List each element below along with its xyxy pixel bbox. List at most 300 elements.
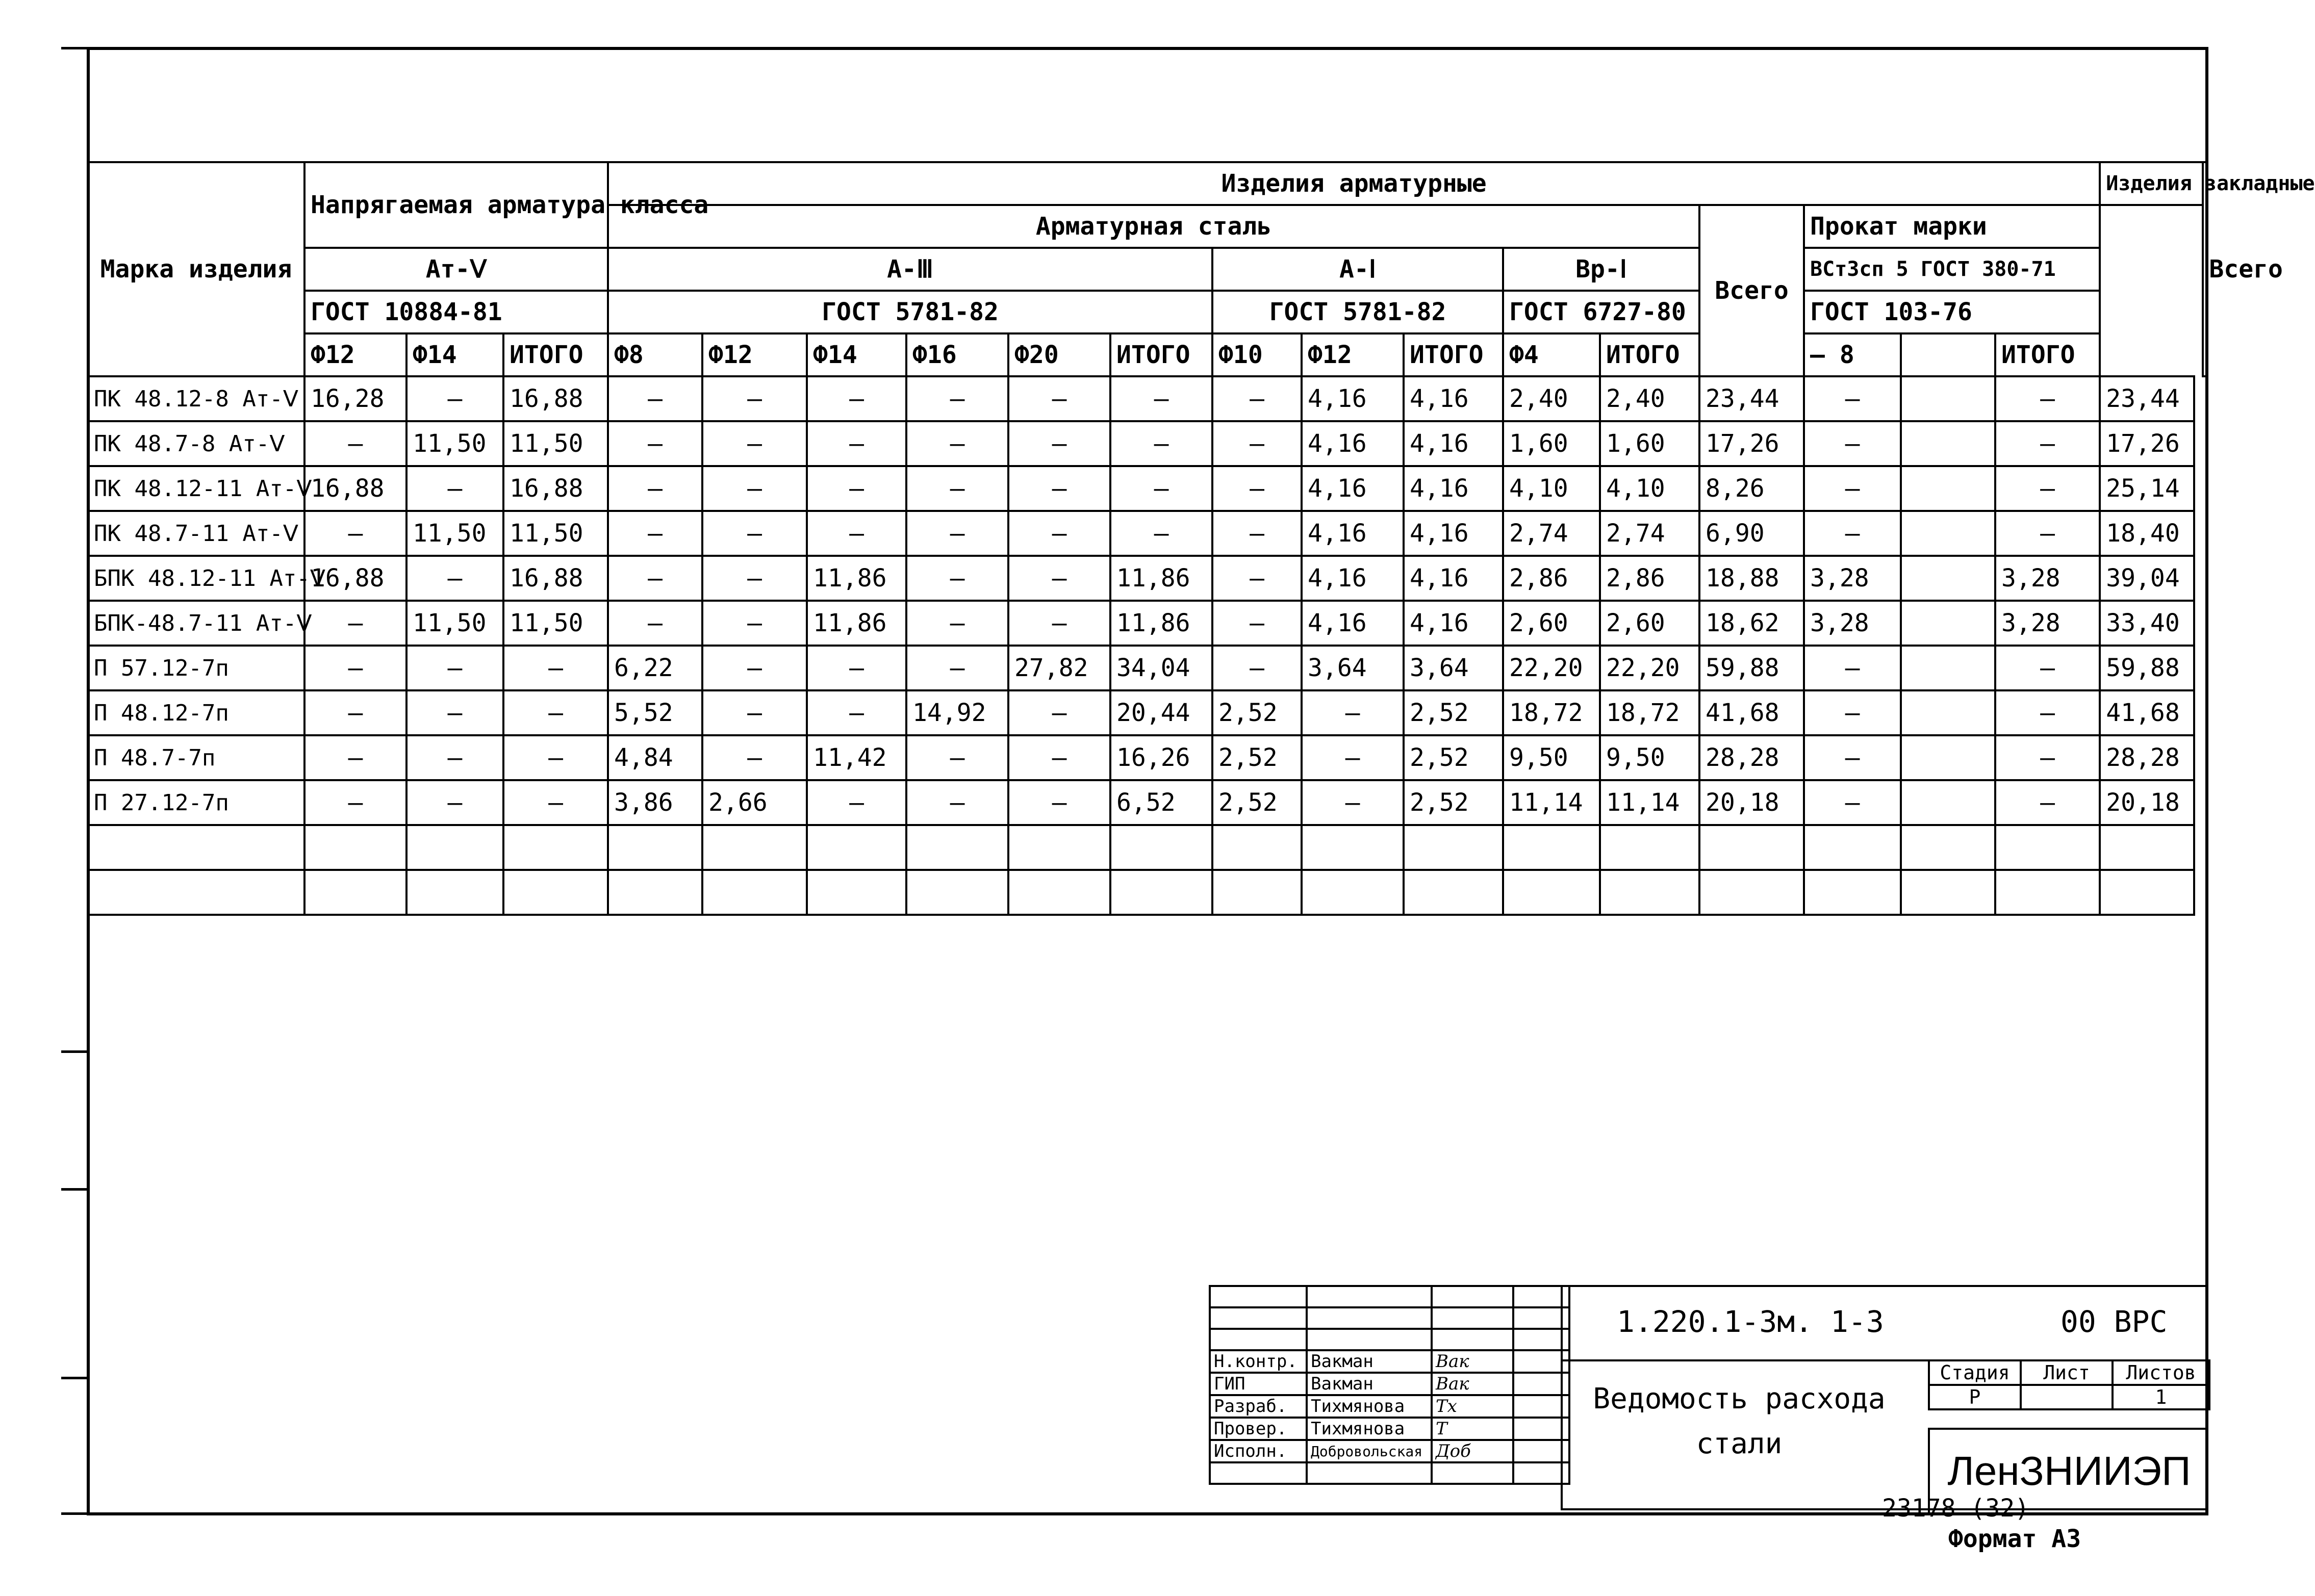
- value-cell: 2,74: [1600, 511, 1699, 556]
- value-cell: —: [304, 601, 406, 646]
- value-cell: [1901, 735, 1995, 780]
- table-cell: [1901, 870, 1995, 915]
- value-cell: —: [807, 421, 906, 466]
- column-subheader: Ф8: [608, 333, 702, 376]
- table-cell: [608, 825, 702, 870]
- value-cell: —: [1110, 376, 1212, 421]
- stamp-signature: Вак: [1432, 1373, 1513, 1395]
- value-cell: —: [807, 511, 906, 556]
- value-cell: 4,16: [1302, 556, 1404, 601]
- value-cell: 18,88: [1699, 556, 1804, 601]
- value-cell: 2,86: [1503, 556, 1600, 601]
- table-cell: [1302, 870, 1404, 915]
- frame-edge-top: [61, 47, 87, 49]
- value-cell: 6,90: [1699, 511, 1804, 556]
- value-cell: 9,50: [1503, 735, 1600, 780]
- table-cell: [503, 870, 608, 915]
- binding-tick: [61, 1188, 87, 1191]
- value-cell: 11,86: [807, 601, 906, 646]
- value-cell: 22,20: [1600, 646, 1699, 690]
- value-cell: —: [608, 466, 702, 511]
- value-cell: 18,72: [1600, 690, 1699, 735]
- value-cell: —: [1804, 780, 1901, 825]
- value-cell: —: [608, 601, 702, 646]
- table-cell: [1901, 825, 1995, 870]
- value-cell: —: [807, 780, 906, 825]
- table-row-empty: [88, 870, 2207, 915]
- value-cell: —: [1212, 511, 1302, 556]
- stamp-signature: Вак: [1432, 1350, 1513, 1373]
- prestressed-header: Напрягаемая арматура класса: [304, 162, 608, 248]
- rolled-header: Прокат марки: [1804, 205, 2100, 248]
- value-cell: 18,40: [2100, 511, 2194, 556]
- value-cell: 4,16: [1302, 466, 1404, 511]
- table-row-empty: [88, 825, 2207, 870]
- organization-name: ЛенЗНИИЭП: [1928, 1428, 2208, 1512]
- value-cell: 1,60: [1600, 421, 1699, 466]
- value-cell: 23,44: [1699, 376, 1804, 421]
- value-cell: [1901, 421, 1995, 466]
- value-cell: 34,04: [1110, 646, 1212, 690]
- value-cell: 11,86: [1110, 556, 1212, 601]
- document-cipher: 00 ВРС: [2060, 1304, 2168, 1339]
- document-title: Ведомость расхода стали: [1593, 1382, 1886, 1460]
- value-cell: 16,26: [1110, 735, 1212, 780]
- value-cell: 18,62: [1699, 601, 1804, 646]
- table-cell: [88, 870, 304, 915]
- value-cell: —: [702, 511, 807, 556]
- gost-a3-header: ГОСТ 5781-82: [608, 291, 1212, 333]
- value-cell: —: [503, 780, 608, 825]
- value-cell: —: [1804, 376, 1901, 421]
- value-cell: —: [1008, 780, 1110, 825]
- value-cell: 4,16: [1302, 511, 1404, 556]
- column-subheader: Ф4: [1503, 333, 1600, 376]
- sheets-label: Листов: [2113, 1360, 2209, 1385]
- value-cell: —: [406, 466, 503, 511]
- bp1-header: Вр-Ⅰ: [1503, 248, 1699, 291]
- value-cell: —: [1212, 601, 1302, 646]
- value-cell: 3,28: [1804, 601, 1901, 646]
- value-cell: —: [702, 421, 807, 466]
- table-cell: [1008, 870, 1110, 915]
- value-cell: —: [906, 421, 1008, 466]
- value-cell: 28,28: [1699, 735, 1804, 780]
- value-cell: —: [906, 466, 1008, 511]
- table-cell: [1699, 870, 1804, 915]
- value-cell: 2,52: [1212, 780, 1302, 825]
- value-cell: 16,88: [304, 556, 406, 601]
- value-cell: —: [807, 690, 906, 735]
- value-cell: 17,26: [1699, 421, 1804, 466]
- product-mark-cell: П 48.7-7п: [88, 735, 304, 780]
- value-cell: 2,86: [1600, 556, 1699, 601]
- stamp-role: Исполн.: [1210, 1440, 1307, 1462]
- value-cell: 2,52: [1212, 690, 1302, 735]
- value-cell: 39,04: [2100, 556, 2194, 601]
- a3-header: А-Ⅲ: [608, 248, 1212, 291]
- value-cell: —: [304, 511, 406, 556]
- value-cell: 4,16: [1404, 466, 1503, 511]
- value-cell: —: [1995, 735, 2100, 780]
- stamp-personnel: [1209, 1285, 1570, 1485]
- table-cell: [1212, 825, 1302, 870]
- value-cell: 2,66: [702, 780, 807, 825]
- value-cell: 3,64: [1404, 646, 1503, 690]
- value-cell: [1901, 690, 1995, 735]
- value-cell: —: [1995, 511, 2100, 556]
- table-cell: [1600, 825, 1699, 870]
- value-cell: 2,40: [1503, 376, 1600, 421]
- value-cell: —: [1212, 646, 1302, 690]
- value-cell: —: [702, 646, 807, 690]
- value-cell: 2,74: [1503, 511, 1600, 556]
- stamp-name: Вакман: [1307, 1350, 1432, 1373]
- value-cell: 33,40: [2100, 601, 2194, 646]
- value-cell: 59,88: [1699, 646, 1804, 690]
- stamp-cell: [1210, 1462, 1307, 1484]
- stamp-role: Провер.: [1210, 1418, 1307, 1440]
- value-cell: —: [1302, 780, 1404, 825]
- table-cell: [1212, 870, 1302, 915]
- product-mark-cell: БПК-48.7-11 Ат-Ⅴ: [88, 601, 304, 646]
- value-cell: —: [1008, 690, 1110, 735]
- table-cell: [906, 870, 1008, 915]
- column-subheader: Ф12: [304, 333, 406, 376]
- stamp-name: Добровольская: [1307, 1440, 1432, 1462]
- value-cell: —: [1995, 646, 2100, 690]
- value-cell: 11,14: [1503, 780, 1600, 825]
- product-mark-cell: ПК 48.7-11 Ат-Ⅴ: [88, 511, 304, 556]
- column-subheader: ИТОГО: [1404, 333, 1503, 376]
- product-mark-cell: ПК 48.7-8 Ат-Ⅴ: [88, 421, 304, 466]
- value-cell: —: [807, 376, 906, 421]
- value-cell: —: [807, 646, 906, 690]
- value-cell: —: [1804, 690, 1901, 735]
- value-cell: —: [1008, 511, 1110, 556]
- value-cell: —: [1212, 421, 1302, 466]
- value-cell: —: [1804, 421, 1901, 466]
- value-cell: 20,44: [1110, 690, 1212, 735]
- value-cell: 2,52: [1404, 690, 1503, 735]
- value-cell: —: [1302, 735, 1404, 780]
- value-cell: 16,88: [304, 466, 406, 511]
- value-cell: —: [906, 376, 1008, 421]
- reinf-steel-header: Арматурная сталь: [608, 205, 1699, 248]
- value-cell: —: [406, 556, 503, 601]
- stamp-name: Тихмянова: [1307, 1418, 1432, 1440]
- value-cell: —: [608, 376, 702, 421]
- value-cell: —: [702, 735, 807, 780]
- value-cell: 8,26: [1699, 466, 1804, 511]
- value-cell: —: [906, 735, 1008, 780]
- table-row: [88, 601, 2207, 646]
- steel-grade-header: ВСт3сп 5 ГОСТ 380-71: [1804, 248, 2100, 291]
- value-cell: —: [1110, 421, 1212, 466]
- stamp-cell: [1307, 1286, 1432, 1307]
- value-cell: 18,72: [1503, 690, 1600, 735]
- value-cell: [1901, 376, 1995, 421]
- value-cell: —: [906, 511, 1008, 556]
- value-cell: —: [406, 376, 503, 421]
- table-cell: [807, 870, 906, 915]
- value-cell: —: [702, 690, 807, 735]
- value-cell: —: [304, 735, 406, 780]
- column-subheader: [1901, 333, 1995, 376]
- value-cell: —: [503, 735, 608, 780]
- table-row: [88, 511, 2207, 556]
- value-cell: 4,16: [1302, 376, 1404, 421]
- product-mark-cell: ПК 48.12-11 Ат-Ⅴ: [88, 466, 304, 511]
- value-cell: 11,14: [1600, 780, 1699, 825]
- table-cell: [2100, 870, 2194, 915]
- value-cell: 11,50: [406, 511, 503, 556]
- table-row: [88, 780, 2207, 825]
- column-subheader: Ф14: [807, 333, 906, 376]
- value-cell: —: [406, 735, 503, 780]
- value-cell: [1901, 601, 1995, 646]
- value-cell: 11,42: [807, 735, 906, 780]
- table-row: [88, 466, 2207, 511]
- value-cell: —: [1008, 556, 1110, 601]
- gost-at-header: ГОСТ 10884-81: [304, 291, 608, 333]
- value-cell: —: [1110, 511, 1212, 556]
- value-cell: 4,84: [608, 735, 702, 780]
- stamp-role: Разраб.: [1210, 1395, 1307, 1418]
- table-row: [88, 376, 2207, 421]
- value-cell: —: [304, 780, 406, 825]
- value-cell: —: [702, 556, 807, 601]
- sheets-value: 1: [2113, 1385, 2209, 1409]
- stamp-signature: Тх: [1432, 1395, 1513, 1418]
- value-cell: 4,16: [1404, 601, 1503, 646]
- stamp-cell: [1210, 1286, 1307, 1307]
- stamp-cell: [1210, 1329, 1307, 1350]
- value-cell: —: [1995, 690, 2100, 735]
- table-row: [88, 646, 2207, 690]
- value-cell: —: [304, 646, 406, 690]
- stamp-cell: [1432, 1286, 1513, 1307]
- value-cell: 16,88: [503, 376, 608, 421]
- column-subheader: ИТОГО: [503, 333, 608, 376]
- table-cell: [304, 825, 406, 870]
- value-cell: —: [406, 646, 503, 690]
- value-cell: —: [304, 421, 406, 466]
- table-cell: [406, 825, 503, 870]
- value-cell: 4,10: [1503, 466, 1600, 511]
- document-designation: 1.220.1-3м. 1-3: [1617, 1304, 1884, 1339]
- table-cell: [304, 870, 406, 915]
- value-cell: 25,14: [2100, 466, 2194, 511]
- product-mark-cell: ПК 48.12-8 Ат-Ⅴ: [88, 376, 304, 421]
- value-cell: —: [1804, 511, 1901, 556]
- stamp-cell: [1307, 1329, 1432, 1350]
- value-cell: 2,40: [1600, 376, 1699, 421]
- value-cell: —: [702, 466, 807, 511]
- value-cell: —: [608, 511, 702, 556]
- value-cell: —: [1008, 421, 1110, 466]
- column-subheader: Ф12: [1302, 333, 1404, 376]
- table-cell: [608, 870, 702, 915]
- value-cell: 4,16: [1404, 376, 1503, 421]
- value-cell: [1901, 556, 1995, 601]
- value-cell: 20,18: [1699, 780, 1804, 825]
- value-cell: —: [1008, 601, 1110, 646]
- value-cell: [1901, 646, 1995, 690]
- frame-edge-bottom: [61, 1512, 87, 1515]
- value-cell: —: [1995, 466, 2100, 511]
- value-cell: [1901, 466, 1995, 511]
- column-subheader: Ф14: [406, 333, 503, 376]
- table-cell: [1110, 870, 1212, 915]
- archive-number: 23178 (32): [1882, 1494, 2029, 1523]
- stamp-cell: [1432, 1329, 1513, 1350]
- table-cell: [2100, 825, 2194, 870]
- value-cell: —: [608, 421, 702, 466]
- column-subheader: Ф16: [906, 333, 1008, 376]
- value-cell: 16,88: [503, 466, 608, 511]
- stage-label: Стадия: [1929, 1360, 2021, 1385]
- value-cell: 22,20: [1503, 646, 1600, 690]
- table-cell: [1995, 870, 2100, 915]
- stamp-signature: Т: [1432, 1418, 1513, 1440]
- value-cell: —: [906, 646, 1008, 690]
- stage-value: Р: [1929, 1385, 2021, 1409]
- value-cell: —: [1212, 466, 1302, 511]
- product-mark-cell: П 48.12-7п: [88, 690, 304, 735]
- value-cell: —: [1995, 421, 2100, 466]
- value-cell: 2,52: [1212, 735, 1302, 780]
- table-row: [88, 690, 2207, 735]
- table-cell: [503, 825, 608, 870]
- table-row: [88, 735, 2207, 780]
- value-cell: —: [906, 556, 1008, 601]
- stamp-name: Тихмянова: [1307, 1395, 1432, 1418]
- value-cell: —: [304, 690, 406, 735]
- value-cell: —: [406, 690, 503, 735]
- value-cell: 4,16: [1404, 421, 1503, 466]
- sheet-label: Лист: [2021, 1360, 2113, 1385]
- stamp-cell: [1307, 1462, 1432, 1484]
- value-cell: 23,44: [2100, 376, 2194, 421]
- table-cell: [1404, 825, 1503, 870]
- value-cell: 20,18: [2100, 780, 2194, 825]
- table-cell: [1699, 825, 1804, 870]
- value-cell: —: [1995, 376, 2100, 421]
- table-cell: [1503, 870, 1600, 915]
- value-cell: 28,28: [2100, 735, 2194, 780]
- value-cell: —: [1804, 735, 1901, 780]
- value-cell: —: [807, 466, 906, 511]
- value-cell: 9,50: [1600, 735, 1699, 780]
- stamp-cell: [1210, 1307, 1307, 1329]
- stamp-role: ГИП: [1210, 1373, 1307, 1395]
- grand-total-header: Всего: [2203, 162, 2207, 376]
- table-cell: [906, 825, 1008, 870]
- product-mark-cell: БПК 48.12-11 Ат-Ⅴ: [88, 556, 304, 601]
- product-mark-cell: П 57.12-7п: [88, 646, 304, 690]
- value-cell: 4,16: [1302, 601, 1404, 646]
- value-cell: [1901, 780, 1995, 825]
- column-subheader: ИТОГО: [1600, 333, 1699, 376]
- value-cell: —: [1110, 466, 1212, 511]
- table-cell: [1600, 870, 1699, 915]
- table-row: [88, 556, 2207, 601]
- value-cell: 11,50: [503, 511, 608, 556]
- value-cell: —: [1302, 690, 1404, 735]
- column-subheader: ИТОГО: [1995, 333, 2100, 376]
- table-cell: [702, 825, 807, 870]
- gost-a1-header: ГОСТ 5781-82: [1212, 291, 1503, 333]
- value-cell: —: [702, 376, 807, 421]
- binding-tick: [61, 1050, 87, 1053]
- value-cell: —: [1008, 376, 1110, 421]
- value-cell: 3,28: [1995, 556, 2100, 601]
- column-subheader: Ф12: [702, 333, 807, 376]
- table-cell: [1008, 825, 1110, 870]
- column-subheader: Ф10: [1212, 333, 1302, 376]
- table-cell: [1804, 825, 1901, 870]
- table-cell: [702, 870, 807, 915]
- value-cell: 3,86: [608, 780, 702, 825]
- value-cell: —: [1804, 466, 1901, 511]
- table-cell: [1404, 870, 1503, 915]
- value-cell: 1,60: [1503, 421, 1600, 466]
- value-cell: 11,50: [503, 601, 608, 646]
- value-cell: —: [1212, 376, 1302, 421]
- value-cell: —: [1804, 646, 1901, 690]
- steel-consumption-table: [87, 161, 2315, 916]
- product-mark-cell: П 27.12-7п: [88, 780, 304, 825]
- value-cell: 3,28: [1804, 556, 1901, 601]
- value-cell: 59,88: [2100, 646, 2194, 690]
- value-cell: 2,52: [1404, 780, 1503, 825]
- at-class-header: Ат-Ⅴ: [304, 248, 608, 291]
- gost-bp1-header: ГОСТ 6727-80: [1503, 291, 1699, 333]
- value-cell: —: [1995, 780, 2100, 825]
- value-cell: —: [406, 780, 503, 825]
- a1-header: А-Ⅰ: [1212, 248, 1503, 291]
- table-cell: [88, 825, 304, 870]
- value-cell: 4,16: [1404, 511, 1503, 556]
- value-cell: —: [1008, 466, 1110, 511]
- value-cell: 11,50: [503, 421, 608, 466]
- stamp-cell: [1307, 1307, 1432, 1329]
- stamp-name: Вакман: [1307, 1373, 1432, 1395]
- table-cell: [1302, 825, 1404, 870]
- value-cell: —: [503, 690, 608, 735]
- value-cell: 16,88: [503, 556, 608, 601]
- stamp-role: Н.контр.: [1210, 1350, 1307, 1373]
- value-cell: 4,16: [1302, 421, 1404, 466]
- column-subheader: ИТОГО: [1110, 333, 1212, 376]
- value-cell: 2,60: [1503, 601, 1600, 646]
- sheet-value: [2021, 1385, 2113, 1409]
- value-cell: 4,10: [1600, 466, 1699, 511]
- table-cell: [1503, 825, 1600, 870]
- value-cell: 41,68: [1699, 690, 1804, 735]
- value-cell: —: [503, 646, 608, 690]
- value-cell: 11,50: [406, 601, 503, 646]
- value-cell: 11,86: [1110, 601, 1212, 646]
- value-cell: —: [702, 601, 807, 646]
- table-row: [88, 421, 2207, 466]
- value-cell: —: [608, 556, 702, 601]
- value-cell: 6,22: [608, 646, 702, 690]
- binding-tick: [61, 1377, 87, 1379]
- reinf-total-header: Всего: [1699, 205, 1804, 376]
- value-cell: 2,60: [1600, 601, 1699, 646]
